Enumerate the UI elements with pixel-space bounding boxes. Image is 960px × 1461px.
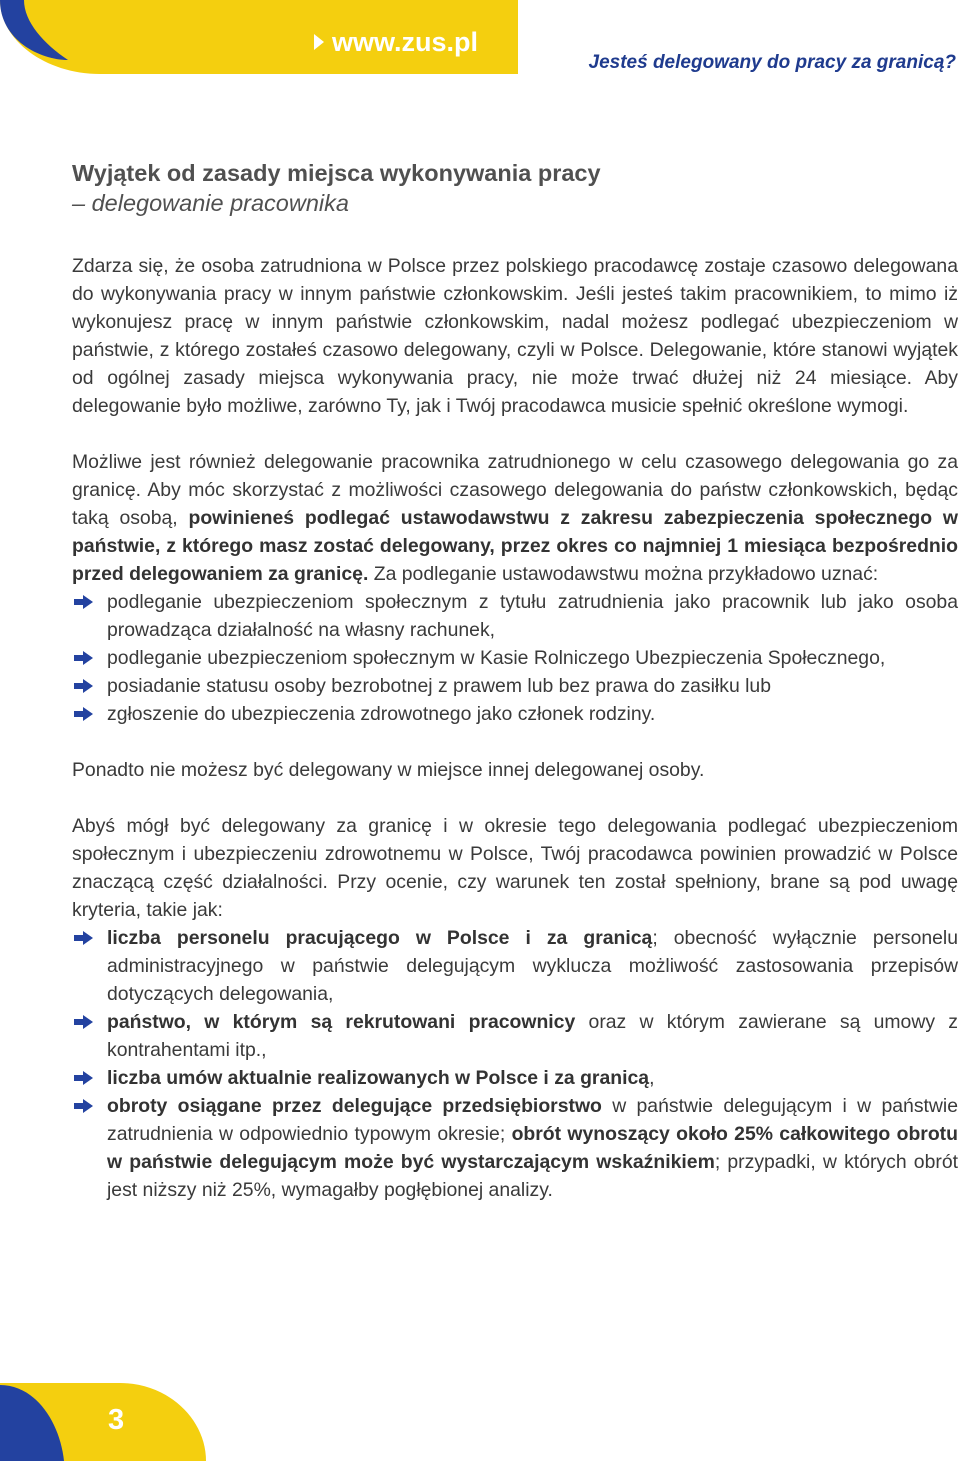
arrow-bullet-icon [72,1098,94,1114]
paragraph-2 [72,448,958,588]
paragraph-1-sentence-3: Delegowanie, które stanowi wyjątek od ogólnej zasady miejsca wykonywania pracy, nie może trwać dłużej niż 24 miesiące. [72,339,958,389]
paragraph-1-sentence-4: Aby delegowanie było możliwe, zarówno Ty, jak i Twój pracodawca musicie spełnić określone wymogi. [72,367,958,417]
arrow-bullet-icon [72,650,94,666]
footer-corner-shape [0,1383,206,1461]
list-item-text: zgłoszenie do ubezpieczenia zdrowotnego jako członek rodziny. [107,703,656,725]
header-title: Jesteś delegowany do pracy za granicą? [588,52,956,73]
arrow-bullet-icon [72,930,94,946]
section-title-main: Wyjątek od zasady miejsca wykonywania pracy [72,160,601,186]
website-link[interactable] [314,22,478,62]
list-item [72,588,958,644]
criteria-list-1 [72,588,958,728]
list-item-text: oraz w którym zawierane są umowy z kontrahentami itp., [107,1011,958,1061]
arrow-bullet-icon [72,1014,94,1030]
list-item [72,1092,958,1204]
list-item [72,672,958,700]
paragraph-1-sentence-2: Jeśli jesteś takim pracownikiem, to mimo iż wykonujesz pracę w innym państwie członkowskim, nadal możesz podlegać ubezpieczeniom w państwie, z którego zostałeś czasowo delegowany, czyli w Polsce. [72,283,958,361]
section-subtitle: – delegowanie pracownika [72,190,349,216]
paragraph-2-text: Możliwe jest również delegowanie pracownika zatrudnionego w celu czasowego delegowania go za granicę. Aby móc skorzystać z możliwości czasowego delegowania do państw członkowskich, będąc taką osobą, [72,451,958,529]
list-item-bold: obrót wynoszący około 25% całkowitego obrotu w państwie delegującym może być wystarczającym wskaźnikiem [107,1123,958,1173]
paragraph-1 [72,252,958,420]
arrow-bullet-icon [72,594,94,610]
list-item-text: podleganie ubezpieczeniom społecznym w Kasie Rolniczego Ubezpieczenia Społecznego, [107,647,886,669]
paragraph-3: Ponadto nie możesz być delegowany w miejsce innej delegowanej osoby. [72,759,705,781]
list-item-bold: państwo, w którym są rekrutowani pracownicy [107,1011,576,1033]
list-item-bold: obroty osiągane przez delegujące przedsiębiorstwo [107,1095,602,1117]
list-item [72,1008,958,1064]
paragraph-2-bold: powinieneś podlegać ustawodawstwu z zakresu zabezpieczenia społecznego w państwie, z którego masz zostać delegowany, przez okres co najmniej 1 miesiąca bezpośrednio przed delegowaniem za granicę. [72,507,958,585]
list-item [72,924,958,1008]
page-number: 3 [108,1404,125,1436]
arrow-bullet-icon [72,1070,94,1086]
list-item-text: w państwie delegującym i w państwie zatrudnienia w odpowiednio typowym okresie; [107,1095,958,1145]
arrow-bullet-icon [72,678,94,694]
arrow-bullet-icon [72,706,94,722]
arrow-right-icon [314,34,324,50]
footer-corner-decoration [0,1383,206,1461]
list-item-bold: liczba umów aktualnie realizowanych w Polsce i za granicą [107,1067,650,1089]
section-title [72,158,958,218]
list-item-bold: liczba personelu pracującego w Polsce i za granicą [107,927,653,949]
list-item-text: ; przypadki, w których obrót jest niższy niż 25%, wymagałby pogłębionej analizy. [107,1151,958,1201]
list-item-text: posiadanie statusu osoby bezrobotnej z prawem lub bez prawa do zasiłku lub [107,675,771,697]
website-url: www.zus.pl [332,26,479,57]
list-item [72,644,958,672]
paragraph-1-sentence-1: Zdarza się, że osoba zatrudniona w Polsce przez polskiego pracodawcę zostaje czasowo delegowana do wykonywania pracy w innym państwie członkowskim. [72,255,958,305]
list-item [72,1064,958,1092]
main-content [72,158,958,1204]
paragraph-4: Abyś mógł być delegowany za granicę i w okresie tego delegowania podlegać ubezpieczeniom społecznym i ubezpieczeniu zdrowotnemu w Polsce, Twój pracodawca powinien prowadzić w Polsce znaczącą część działalności. Przy ocenie, czy warunek ten został spełniony, brane są pod uwagę kryteria, takie jak: [72,815,958,921]
list-item-text: podleganie ubezpieczeniom społecznym z tytułu zatrudnienia jako pracownik lub jako osoba prowadząca działalność na własny rachunek, [107,591,958,641]
list-item [72,700,958,728]
paragraph-2-text-end: Za podleganie ustawodawstwu można przykładowo uznać: [368,563,879,585]
list-item-text: ; obecność wyłącznie personelu administracyjnego w państwie delegującym wyklucza możliwość zastosowania przepisów dotyczących delegowania, [107,927,959,1005]
criteria-list-2 [72,924,958,1204]
list-item-text: , [649,1067,655,1089]
